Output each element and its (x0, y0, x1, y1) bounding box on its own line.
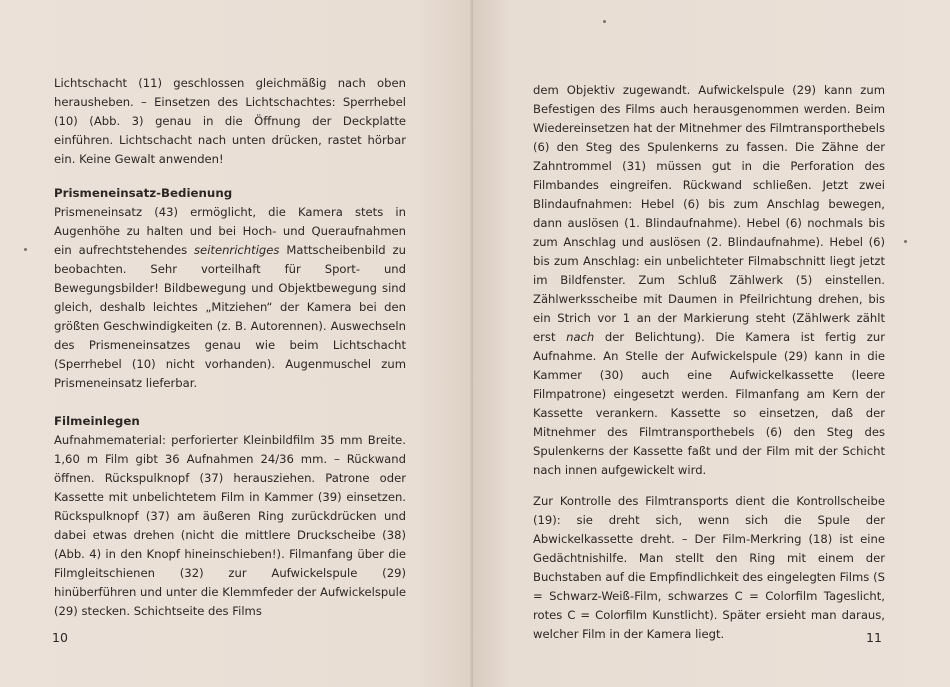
page-number-left: 10 (52, 630, 68, 645)
right-text-column (533, 81, 885, 644)
paper-speck (603, 20, 606, 23)
left-page (0, 0, 473, 687)
prism-section-heading: Prismeneinsatz-Bedienung (54, 186, 233, 200)
film-control-paragraph: Zur Kontrolle des Filmtransports dient die Kontrollscheibe (19): sie dreht sich, wenn sich die Spule der Abwickelkassette dreht. – Der Film-Merkring (18) ist eine Gedächtnishilfe. Man stellt den Ring mit einem der Buchstaben auf die Empfindlichkeit des eingelegten Films (S = Schwarz-Weiß-Film, schwarzes C = Colorfilm Tageslicht, rotes C = Colorfilm Kunstlicht). Später ersieht man daraus, welcher Film in der Kamera liegt. (533, 494, 885, 641)
film-section-heading: Filmeinlegen (54, 414, 140, 428)
lichtschacht-paragraph: Lichtschacht (11) geschlossen gleichmäßig nach oben herausheben. – Einsetzen des Lichtschachtes: Sperrhebel (10) (Abb. 3) genau in die Öffnung der Deckplatte einführen. Lichtschacht nach unten drücken, rastet hörbar ein. Keine Gewalt anwenden! (54, 76, 406, 166)
page-number-right: 11 (866, 630, 882, 645)
left-text-column (54, 74, 406, 621)
right-page (473, 0, 950, 687)
paper-speck (24, 248, 27, 251)
italic-emphasis: seitenrichtiges (194, 243, 280, 257)
film-loading-paragraph: Aufnahmematerial: perforierter Kleinbildfilm 35 mm Breite. 1,60 m Film gibt 36 Aufnahmen 24/36 mm. – Rückwand öffnen. Rückspulknopf (37) herausziehen. Patrone oder Kassette mit unbelichtetem Film in Kammer (39) einsetzen. Rückspulknopf (37) am äußeren Ring zurückdrücken und dabei etwas drehen (nicht die mittlere Druckscheibe (38) (Abb. 4) in den Knopf hineinschieben!). Filmanfang über die Filmgleitschienen (32) zur Aufwickelspule (29) hinüberführen und unter die Klemmfeder der Aufwickelspule (29) stecken. Schichtseite des Films (54, 433, 406, 618)
italic-emphasis: nach (566, 330, 595, 344)
film-loading-continued-paragraph: dem Objektiv zugewandt. Aufwickelspule (29) kann zum Befestigen des Films auch herausgenommen werden. Beim Wiedereinsetzen hat der Mitnehmer des Filmtransporthebels (6) den Steg des Spulenkerns zu fassen. Die Zähne der Zahntrommel (31) müssen gut in die Perforation des Filmbandes eingreifen. Rückwand schließen. Jetzt zwei Blindaufnahmen: Hebel (6) bis zum Anschlag bewegen, dann auslösen (1. Blindaufnahme). Hebel (6) nochmals bis zum Anschlag und auslösen (2. Blindaufnahme). Hebel (6) bis zum Anschlag: ein unbelichteter Filmabschnitt liegt jetzt im Bildfenster. Zum Schluß Zählwerk (5) einstellen. Zählwerksscheibe mit Daumen in Pfeilrichtung drehen, bis ein Strich vor 1 an der Markierung steht (Zählwerk zählt erst nach der Belichtung). Die Kamera ist fertig zur Aufnahme. An Stelle der Aufwickelspule (29) kann in die Kammer (30) auch eine Aufwickelkassette (leere Filmpatrone) eingesetzt werden. Filmanfang am Kern der Kassette verankern. Kassette so einsetzen, daß der Mitnehmer des Filmtransporthebels (6) den Steg des Spulenkerns der Kassette faßt und der Film mit der Schicht nach innen aufgewickelt wird. (533, 83, 885, 477)
prism-paragraph: Prismeneinsatz (43) ermöglicht, die Kamera stets in Augenhöhe zu halten und bei Hoch- und Queraufnahmen ein aufrechtstehendes seitenrichtiges Mattscheibenbild zu beobachten. Sehr vorteilhaft für Sport- und Bewegungsbilder! Bildbewegung und Objektbewegung sind gleich, deshalb leichtes „Mitziehen“ der Kamera bei den größten Geschwindigkeiten (z. B. Autorennen). Auswechseln des Prismeneinsatzes genau wie beim Lichtschacht (Sperrhebel (10) nicht vorhanden). Augenmuschel zum Prismeneinsatz lieferbar. (54, 205, 406, 390)
paper-speck (904, 240, 907, 243)
